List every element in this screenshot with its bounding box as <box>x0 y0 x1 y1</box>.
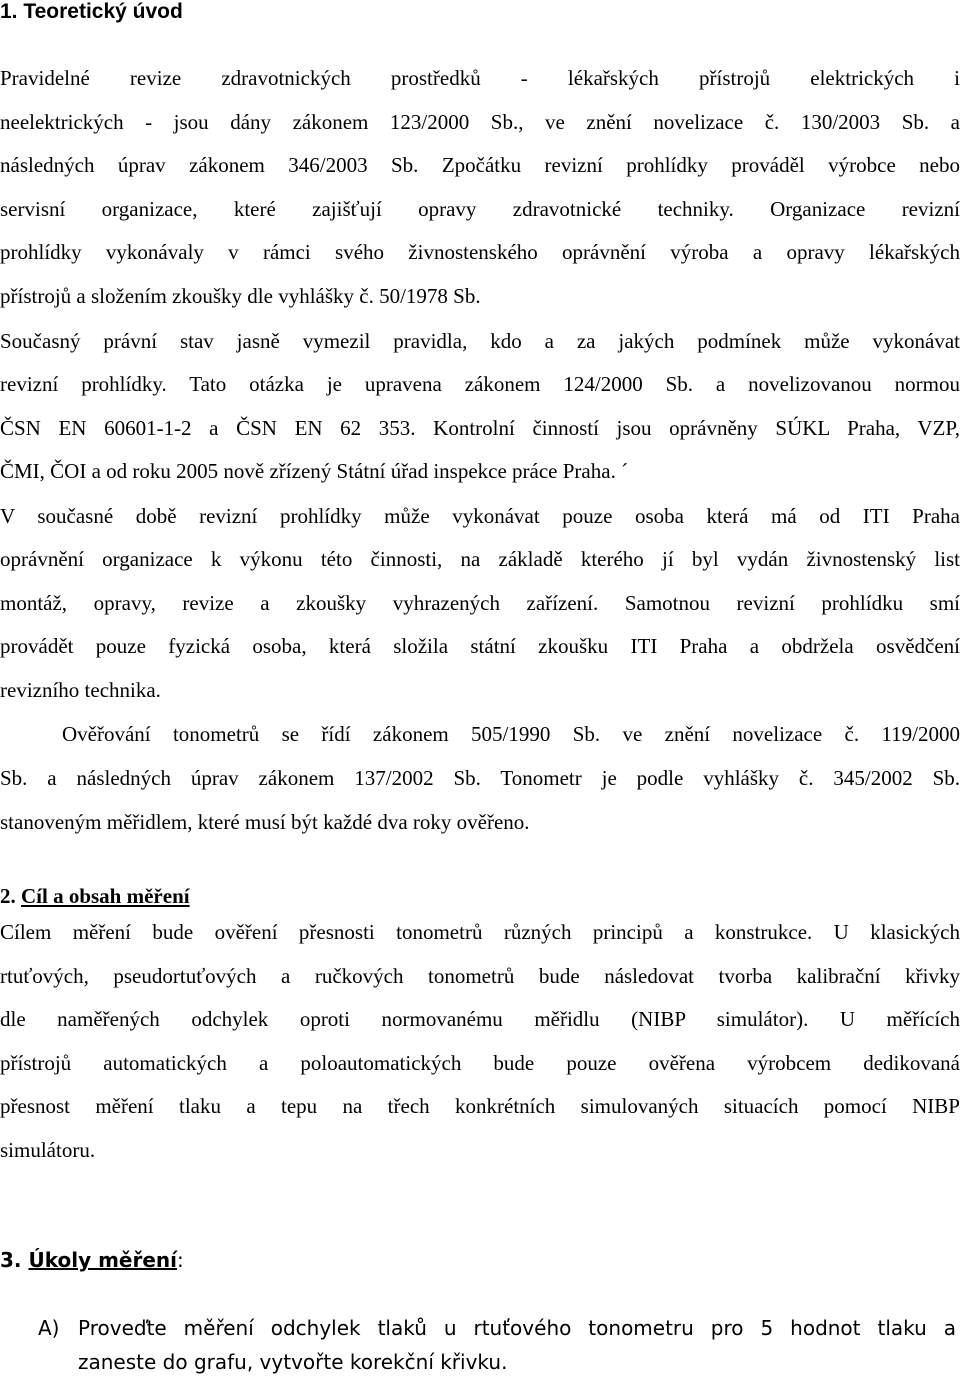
section-3-heading-colon: : <box>177 1248 184 1272</box>
section-1-line: ČSN EN 60601-1-2 a ČSN EN 62 353. Kontrolní činností jsou oprávněny SÚKL Praha, VZP, <box>0 416 960 440</box>
section-1-line: Sb. a následných úprav zákonem 137/2002 Sb. Tonometr je podle vyhlášky č. 345/2002 Sb. <box>0 766 960 790</box>
section-1-heading: 1. Teoretický úvod <box>0 0 183 23</box>
section-3-heading <box>0 1248 960 1272</box>
list-item-text: Proveďte měření odchylek tlaků u rtuťového tonometru pro 5 hodnot tlaku a <box>78 1316 956 1340</box>
section-1-line: prohlídky vykonávaly v rámci svého živnostenského oprávnění výroba a opravy lékařských <box>0 240 960 264</box>
section-2-line: přesnost měření tlaku a tepu na třech konkrétních simulovaných situacích pomocí NIBP <box>0 1094 960 1118</box>
section-1-line: V současné době revizní prohlídky může vykonávat pouze osoba která má od ITI Praha <box>0 504 960 528</box>
section-2-line: přístrojů automatických a poloautomatických bude pouze ověřena výrobcem dedikovaná <box>0 1051 960 1075</box>
section-1-line: Současný právní stav jasně vymezil pravidla, kdo a za jakých podmínek může vykonávat <box>0 329 960 353</box>
section-3-heading-text: Úkoly měření <box>28 1248 178 1272</box>
section-1-line: Pravidelné revize zdravotnických prostředků - lékařských přístrojů elektrických i <box>0 66 960 90</box>
list-item-marker: A) <box>38 1316 60 1340</box>
section-1-line: ČMI, ČOI a od roku 2005 nově zřízený Státní úřad inspekce práce Praha. ´ <box>0 459 629 483</box>
section-2-heading <box>0 884 960 909</box>
section-1-line: servisní organizace, které zajišťují opravy zdravotnické techniky. Organizace revizní <box>0 197 960 221</box>
section-2-line: rtuťových, pseudortuťových a ručkových tonometrů bude následovat tvorba kalibrační křivky <box>0 964 960 988</box>
section-2-heading-text: Cíl a obsah měření <box>21 884 190 908</box>
section-3-heading-number: 3. <box>0 1248 22 1272</box>
section-1-line: oprávnění organizace k výkonu této činnosti, na základě kterého jí byl vydán živnostenský list <box>0 547 960 571</box>
section-1-line: přístrojů a složením zkoušky dle vyhlášky č. 50/1978 Sb. <box>0 284 481 308</box>
section-1-line: následných úprav zákonem 346/2003 Sb. Zpočátku revizní prohlídky prováděl výrobce nebo <box>0 153 960 177</box>
list-item-text: zaneste do grafu, vytvořte korekční křivku. <box>78 1350 508 1374</box>
section-2-line: dle naměřených odchylek oproti normovanému měřidlu (NIBP simulátor). U měřících <box>0 1007 960 1031</box>
section-2-line: simulátoru. <box>0 1138 96 1162</box>
section-1-line: stanoveným měřidlem, které musí být každé dva roky ověřeno. <box>0 810 530 834</box>
section-1-line: revizní prohlídky. Tato otázka je upravena zákonem 124/2000 Sb. a novelizovanou normou <box>0 372 960 396</box>
section-2-line: Cílem měření bude ověření přesnosti tonometrů různých principů a konstrukce. U klasických <box>0 920 960 944</box>
section-1-line: Ověřování tonometrů se řídí zákonem 505/1990 Sb. ve znění novelizace č. 119/2000 <box>62 722 960 746</box>
section-1-line: neelektrických - jsou dány zákonem 123/2000 Sb., ve znění novelizace č. 130/2003 Sb. a <box>0 110 960 134</box>
section-1-line: montáž, opravy, revize a zkoušky vyhrazených zařízení. Samotnou revizní prohlídku smí <box>0 591 960 615</box>
section-1-line: revizního technika. <box>0 678 161 702</box>
section-1-line: provádět pouze fyzická osoba, která složila státní zkoušku ITI Praha a obdržela osvědčení <box>0 634 960 658</box>
section-2-heading-number: 2. <box>0 884 16 908</box>
